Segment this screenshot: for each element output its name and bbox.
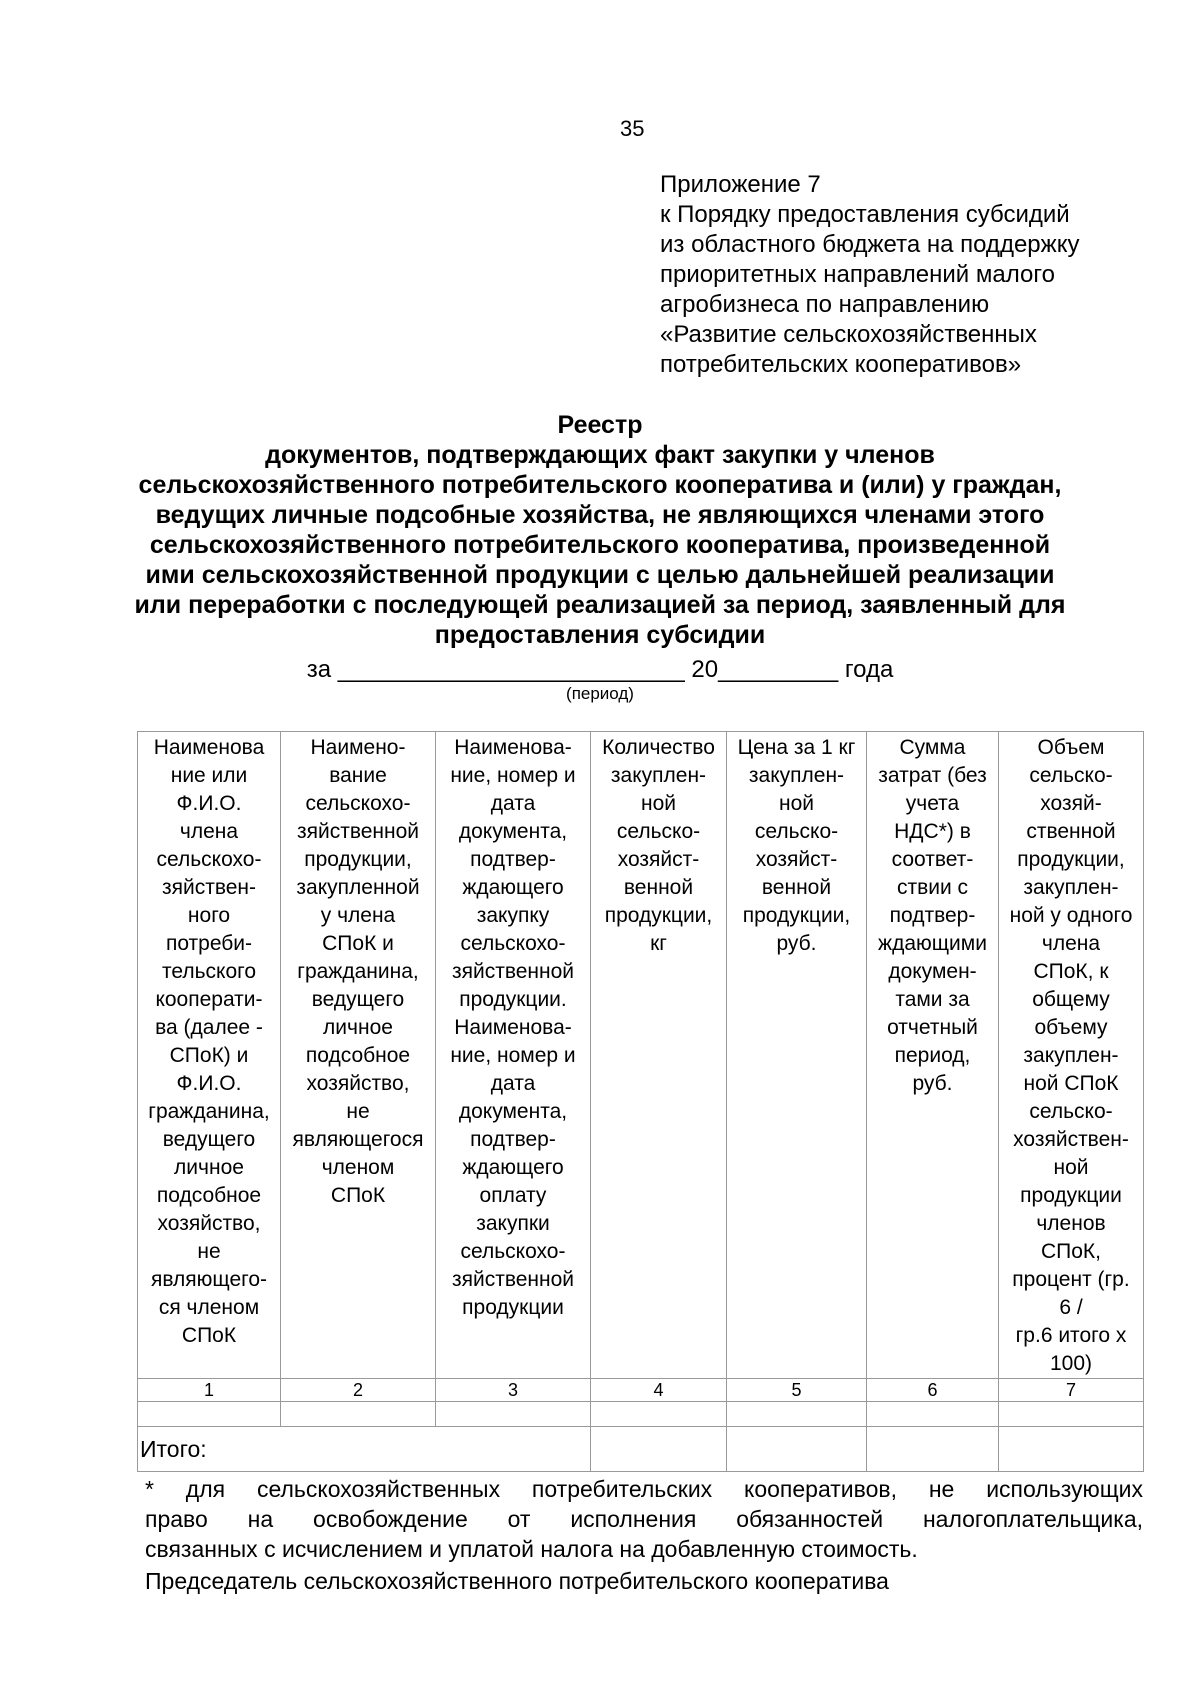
header-line: продукции,: [604, 904, 713, 927]
header-line: оплату: [479, 1184, 547, 1207]
header-line: членов: [1036, 1212, 1106, 1235]
header-line: процент (гр.: [1012, 1268, 1130, 1291]
header-line: являющегося: [292, 1128, 424, 1151]
header-line: 6 /: [1059, 1296, 1083, 1319]
column-number: 6: [867, 1379, 999, 1402]
header-line: личное: [174, 1156, 244, 1179]
header-line: СПоК и: [322, 932, 394, 955]
header-line: закуплен-: [1023, 876, 1119, 899]
column-number: 5: [727, 1379, 867, 1402]
header-line: хозяйст-: [755, 848, 838, 871]
header-line: личное: [323, 1016, 393, 1039]
header-cell: [999, 732, 1144, 1379]
header-line: отчетный: [887, 1016, 978, 1039]
header-line: Сумма: [899, 736, 966, 759]
header-line: члена: [1041, 932, 1101, 955]
total-cell[interactable]: [591, 1427, 727, 1472]
header-line: сельско-: [754, 820, 839, 843]
total-row: [138, 1427, 1144, 1472]
header-line: не: [197, 1240, 221, 1263]
header-line: гр.6 итого х: [1015, 1324, 1127, 1347]
header-line: Цена за 1 кг: [737, 736, 856, 759]
header-line: продукции: [1020, 1184, 1122, 1207]
header-line: 100): [1049, 1352, 1093, 1375]
header-line: не: [346, 1100, 370, 1123]
header-line: вание: [329, 764, 387, 787]
header-line: подтвер-: [889, 904, 976, 927]
title-line: предоставления субсидии: [434, 621, 766, 649]
header-line: документа,: [458, 820, 568, 843]
appendix-line: приоритетных направлений малого: [660, 261, 1055, 288]
header-line: ведущего: [162, 1128, 256, 1151]
header-line: потреби-: [165, 932, 253, 955]
header-line: документа,: [458, 1100, 568, 1123]
total-label: Итого:: [138, 1427, 591, 1472]
header-line: период,: [894, 1044, 971, 1067]
header-line: НДС*) в: [894, 820, 971, 843]
header-line: общему: [1032, 988, 1110, 1011]
header-line: ждающего: [462, 1156, 564, 1179]
header-line: СПоК: [181, 1324, 237, 1347]
column-number: 3: [436, 1379, 591, 1402]
table-cell[interactable]: [138, 1402, 281, 1427]
header-line: сельскохо-: [156, 848, 262, 871]
column-number: 1: [138, 1379, 281, 1402]
header-line: члена: [179, 820, 239, 843]
header-line: зяйственной: [296, 820, 420, 843]
header-line: тами за: [895, 988, 970, 1011]
header-line: хозяйство,: [306, 1072, 410, 1095]
appendix-line: из областного бюджета на поддержку: [660, 231, 1080, 258]
column-number-row: [138, 1379, 1144, 1402]
header-line: ние или: [170, 764, 248, 787]
footnote-line: * для сельскохозяйственных потребительских кооперативов, не использующих: [145, 1476, 1143, 1502]
header-line: сельскохо-: [460, 932, 566, 955]
header-line: у члена: [320, 904, 396, 927]
header-line: затрат (без: [878, 764, 987, 787]
header-line: закупки: [476, 1212, 550, 1235]
table-cell[interactable]: [591, 1402, 727, 1427]
header-line: дата: [490, 1072, 536, 1095]
header-line: ние, номер и: [450, 1044, 576, 1067]
header-line: зяйственной: [451, 1268, 575, 1291]
header-line: продукции: [462, 1296, 564, 1319]
header-cell: [591, 732, 727, 1379]
header-line: ся членом: [158, 1296, 260, 1319]
header-line: ной у одного: [1009, 904, 1133, 927]
header-line: подтвер-: [470, 848, 556, 871]
header-line: подсобное: [156, 1184, 262, 1207]
header-line: СПоК,: [1040, 1240, 1101, 1263]
column-number: 4: [591, 1379, 727, 1402]
total-cell[interactable]: [999, 1427, 1144, 1472]
header-line: членом: [321, 1156, 395, 1179]
header-line: ной: [1053, 1156, 1089, 1179]
footnote-line: связанных с исчислением и уплатой налога на добавленную стоимость.: [145, 1536, 918, 1562]
table-cell[interactable]: [727, 1402, 867, 1427]
table-cell[interactable]: [281, 1402, 436, 1427]
header-line: сельско-: [1029, 1100, 1113, 1123]
header-line: соответ-: [891, 848, 974, 871]
header-line: Наименова-: [454, 736, 572, 759]
header-line: Наимено-: [310, 736, 406, 759]
header-line: руб.: [776, 932, 817, 955]
header-line: ной СПоК: [1023, 1072, 1119, 1095]
header-line: сельскохо-: [305, 792, 411, 815]
appendix-line: «Развитие сельскохозяйственных: [660, 321, 1037, 348]
appendix-line: к Порядку предоставления субсидий: [660, 201, 1070, 228]
table-row: [138, 1402, 1144, 1427]
header-line: продукции.: [459, 988, 567, 1011]
header-line: ва (далее -: [155, 1016, 263, 1039]
header-line: руб.: [912, 1072, 953, 1095]
header-line: сельско-: [1029, 764, 1113, 787]
header-cell: [138, 732, 281, 1379]
title-line: ими сельскохозяйственной продукции с целью дальнейшей реализации: [145, 561, 1055, 589]
header-line: ной: [778, 792, 814, 815]
header-line: продукции,: [1017, 848, 1125, 871]
column-number: 2: [281, 1379, 436, 1402]
register-table: [137, 731, 1144, 1472]
table-cell[interactable]: [436, 1402, 591, 1427]
header-line: объему: [1034, 1016, 1108, 1039]
total-cell[interactable]: [867, 1427, 999, 1472]
table-cell[interactable]: [867, 1402, 999, 1427]
header-line: хозяйство,: [157, 1212, 261, 1235]
header-line: гражданина,: [148, 1100, 270, 1123]
header-line: ственной: [1026, 820, 1116, 843]
header-line: подтвер-: [470, 1128, 556, 1151]
page-number: 35: [620, 116, 645, 141]
header-line: ного: [187, 904, 231, 927]
appendix-line: Приложение 7: [660, 171, 821, 198]
header-line: хозяй-: [1040, 792, 1102, 815]
header-line: закупленной: [296, 876, 420, 899]
title-line: сельскохозяйственного потребительского кооператива и (или) у граждан,: [138, 471, 1062, 499]
header-line: закуплен-: [1023, 1044, 1119, 1067]
signature-line: Председатель сельскохозяйственного потребительского кооператива: [145, 1568, 889, 1594]
header-cell: [867, 732, 999, 1379]
title-line: ведущих личные подсобные хозяйства, не являющихся членами этого: [155, 501, 1045, 529]
header-line: Количество: [602, 736, 715, 759]
header-line: сельско-: [616, 820, 701, 843]
header-line: хозяйст-: [617, 848, 700, 871]
header-line: сельскохо-: [460, 1240, 566, 1263]
header-row: [138, 732, 1144, 1379]
header-line: Объем: [1037, 736, 1105, 759]
header-line: дата: [490, 792, 536, 815]
header-line: зяйствен-: [161, 876, 257, 899]
header-line: СПоК: [330, 1184, 386, 1207]
header-line: учета: [905, 792, 960, 815]
header-line: подсобное: [305, 1044, 411, 1067]
footnote: [145, 1474, 1143, 1564]
header-line: являющего-: [150, 1268, 267, 1291]
header-line: ждающего: [462, 876, 564, 899]
title-line: Реестр: [557, 411, 643, 439]
header-line: зяйственной: [451, 960, 575, 983]
header-line: венной: [623, 876, 694, 899]
header-line: Ф.И.О.: [176, 1072, 242, 1095]
header-line: СПоК, к: [1033, 960, 1109, 983]
header-line: докумен-: [888, 960, 977, 983]
header-line: закуплен-: [610, 764, 707, 787]
header-line: ствии с: [896, 876, 969, 899]
header-cell: [281, 732, 436, 1379]
header-line: ждающими: [878, 932, 987, 955]
header-line: ной: [640, 792, 676, 815]
header-line: хозяйствен-: [1013, 1128, 1129, 1151]
document-title: [100, 410, 1100, 650]
footnote-line: право на освобождение от исполнения обязанностей налогоплательщика,: [145, 1506, 1143, 1532]
period-caption: (период): [566, 684, 634, 703]
appendix-line: потребительских кооперативов»: [660, 351, 1022, 378]
header-line: венной: [761, 876, 832, 899]
header-line: кг: [650, 932, 667, 955]
header-line: ние, номер и: [450, 764, 576, 787]
header-line: продукции,: [304, 848, 412, 871]
total-cell[interactable]: [727, 1427, 867, 1472]
header-cell: [727, 732, 867, 1379]
appendix-line: агробизнеса по направлению: [660, 291, 990, 318]
period-line: за __________________________ 20_________ года: [306, 656, 894, 683]
appendix-block: [660, 170, 1160, 380]
header-line: тельского: [161, 960, 257, 983]
title-line: документов, подтверждающих факт закупки у членов: [265, 441, 935, 469]
header-line: закуплен-: [748, 764, 845, 787]
table-cell[interactable]: [999, 1402, 1144, 1427]
header-line: продукции,: [742, 904, 851, 927]
header-line: Наименова: [153, 736, 265, 759]
header-line: ведущего: [311, 988, 405, 1011]
header-line: Наименова-: [454, 1016, 572, 1039]
column-number: 7: [999, 1379, 1144, 1402]
title-line: сельскохозяйственного потребительского кооператива, произведенной: [149, 531, 1051, 559]
title-line: или переработки с последующей реализацией за период, заявленный для: [134, 591, 1066, 619]
header-cell: [436, 732, 591, 1379]
header-line: СПоК) и: [169, 1044, 249, 1067]
header-line: Ф.И.О.: [176, 792, 242, 815]
header-line: кооперати-: [155, 988, 263, 1011]
header-line: закупку: [476, 904, 550, 927]
header-line: гражданина,: [297, 960, 419, 983]
